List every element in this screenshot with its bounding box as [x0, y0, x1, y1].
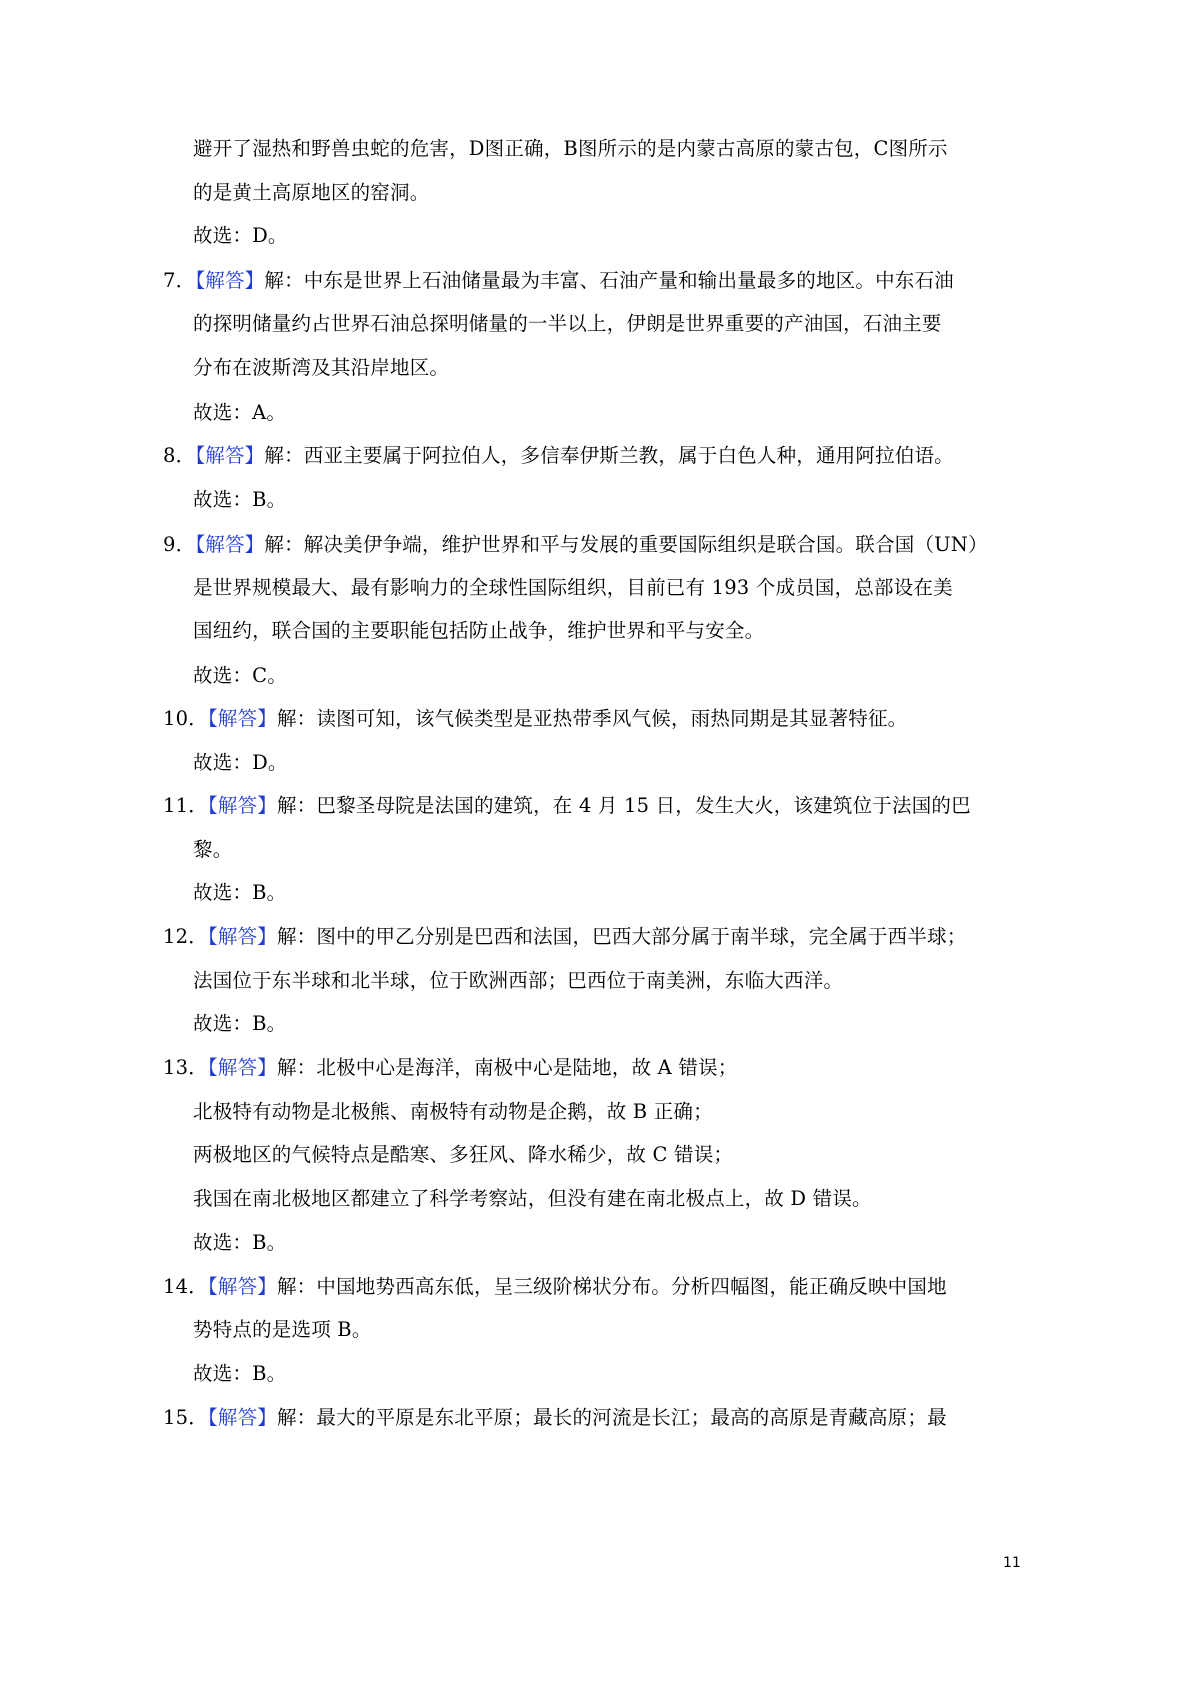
- answer-text: 解：中东是世界上石油储量最为丰富、石油产量和输出量最多的地区。中东石油: [264, 269, 954, 292]
- answer-text: 解：解决美伊争端，维护世界和平与发展的重要国际组织是联合国。联合国（UN）: [264, 533, 988, 556]
- answer-text: 解：最大的平原是东北平原；最长的河流是长江；最高的高原是青藏高原；最: [276, 1406, 947, 1429]
- answer-text: 解：读图可知，该气候类型是亚热带季风气候，雨热同期是其显著特征。: [276, 707, 908, 730]
- answer-continuation-line: [193, 966, 843, 996]
- answer-continuation-line: [193, 134, 948, 164]
- answer-text: 故选：B。: [193, 488, 287, 511]
- answer-text: 解：巴黎圣母院是法国的建筑，在 4 月 15 日，发生大火，该建筑位于法国的巴: [276, 794, 971, 817]
- answer-text: 解：图中的甲乙分别是巴西和法国，巴西大部分属于南半球，完全属于西半球；: [276, 925, 967, 948]
- answer-text: 故选：B。: [193, 1362, 287, 1385]
- answer-text: 故选：D。: [193, 224, 288, 247]
- question-number: 10．: [163, 707, 208, 730]
- question-number: 13．: [163, 1056, 208, 1079]
- question-answer-line: [163, 530, 988, 560]
- question-answer-line: [163, 922, 967, 952]
- question-answer-line: [163, 791, 971, 821]
- answer-text: 黎。: [193, 838, 233, 861]
- answer-continuation-line: [193, 661, 287, 691]
- answer-continuation-line: [193, 1097, 713, 1127]
- answer-text: 势特点的是选项 B。: [193, 1318, 372, 1341]
- answer-text: 解：中国地势西高东低，呈三级阶梯状分布。分析四幅图，能正确反映中国地: [276, 1275, 947, 1298]
- answer-continuation-line: [193, 748, 288, 778]
- answer-text: 两极地区的气候特点是酷寒、多狂风、降水稀少，故 C 错误；: [193, 1143, 734, 1166]
- answer-tag: 【解答】: [207, 1275, 277, 1298]
- answer-continuation-line: [193, 309, 942, 339]
- answer-text: 故选：B。: [193, 1231, 287, 1254]
- answer-text: 分布在波斯湾及其沿岸地区。: [193, 356, 450, 379]
- answer-continuation-line: [193, 835, 232, 865]
- question-number: 12．: [163, 925, 208, 948]
- answer-continuation-line: [193, 221, 288, 251]
- question-number: 9．: [163, 533, 196, 556]
- answer-tag: 【解答】: [195, 269, 265, 292]
- answer-continuation-line: [193, 1009, 286, 1039]
- answer-continuation-line: [193, 398, 286, 428]
- answer-continuation-line: [193, 1184, 872, 1214]
- answer-text: 的探明储量约占世界石油总探明储量的一半以上，伊朗是世界重要的产油国，石油主要: [193, 312, 942, 335]
- question-answer-line: [163, 1053, 737, 1083]
- answer-text: 故选：D。: [193, 751, 288, 774]
- question-number: 15．: [163, 1406, 208, 1429]
- answer-continuation-line: [193, 878, 286, 908]
- answer-continuation-line: [193, 616, 764, 646]
- answer-continuation-line: [193, 573, 953, 603]
- answer-continuation-line: [193, 1359, 286, 1389]
- question-answer-line: [163, 441, 954, 471]
- answer-text: 的是黄土高原地区的窑洞。: [193, 181, 430, 204]
- answer-text: 避开了湿热和野兽虫蛇的危害，D图正确，B图所示的是内蒙古高原的蒙古包，C图所示: [193, 137, 948, 160]
- answer-text: 北极特有动物是北极熊、南极特有动物是企鹅，故 B 正确；: [193, 1100, 713, 1123]
- answer-text: 故选：C。: [193, 664, 287, 687]
- answer-text: 我国在南北极地区都建立了科学考察站，但没有建在南北极点上，故 D 错误。: [193, 1187, 872, 1210]
- answer-tag: 【解答】: [207, 1056, 277, 1079]
- answer-tag: 【解答】: [207, 925, 277, 948]
- answer-text: 解：西亚主要属于阿拉伯人，多信奉伊斯兰教，属于白色人种，通用阿拉伯语。: [264, 444, 954, 467]
- answer-text: 法国位于东半球和北半球，位于欧洲西部；巴西位于南美洲，东临大西洋。: [193, 969, 844, 992]
- answer-continuation-line: [193, 178, 429, 208]
- answer-text: 故选：A。: [193, 401, 287, 424]
- answer-text: 国纽约，联合国的主要职能包括防止战争，维护世界和平与安全。: [193, 619, 765, 642]
- question-number: 7．: [163, 269, 196, 292]
- question-number: 11．: [163, 794, 208, 817]
- question-number: 14．: [163, 1275, 208, 1298]
- question-answer-line: [163, 1272, 947, 1302]
- answer-tag: 【解答】: [207, 794, 277, 817]
- answer-tag: 【解答】: [207, 707, 277, 730]
- answer-tag: 【解答】: [195, 444, 265, 467]
- answer-continuation-line: [193, 353, 449, 383]
- answer-continuation-line: [193, 1140, 733, 1170]
- answer-tag: 【解答】: [195, 533, 265, 556]
- question-answer-line: [163, 266, 954, 296]
- answer-text: 故选：B。: [193, 881, 287, 904]
- answer-continuation-line: [193, 485, 286, 515]
- answer-continuation-line: [193, 1228, 286, 1258]
- answer-text: 故选：B。: [193, 1012, 287, 1035]
- question-answer-line: [163, 704, 907, 734]
- answer-text: 是世界规模最大、最有影响力的全球性国际组织，目前已有 193 个成员国，总部设在美: [193, 576, 953, 599]
- answer-tag: 【解答】: [207, 1406, 277, 1429]
- answer-continuation-line: [193, 1315, 372, 1345]
- answer-text: 解：北极中心是海洋，南极中心是陆地，故 A 错误；: [276, 1056, 738, 1079]
- question-answer-line: [163, 1403, 947, 1433]
- page-number: 11: [1003, 1555, 1021, 1571]
- question-number: 8．: [163, 444, 196, 467]
